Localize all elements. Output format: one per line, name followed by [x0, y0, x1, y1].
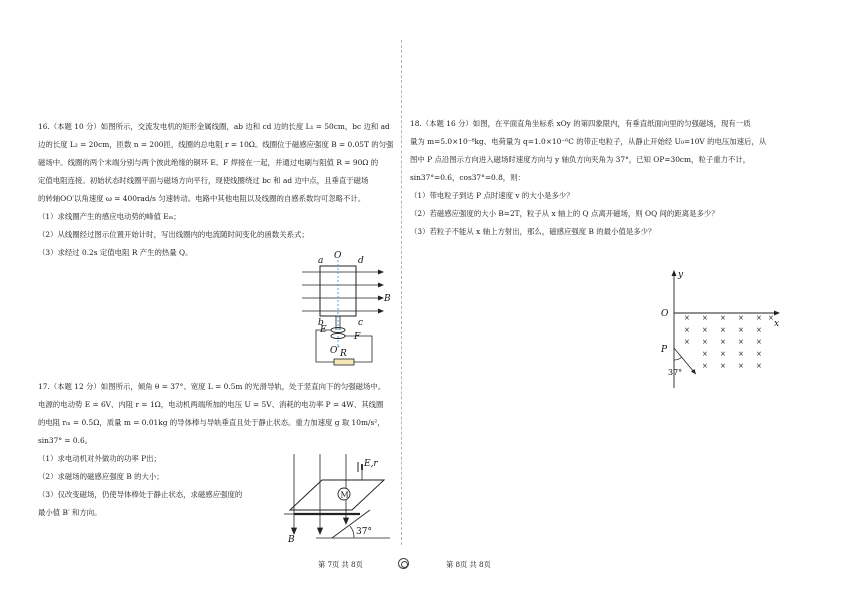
q17-sub: （1）求电动机对外做功的功率 P出；	[38, 454, 161, 463]
label-M: M	[340, 490, 349, 500]
q16-line: 边的长度 L₂ = 20cm，匝数 n = 200匝，线圈的总电阻 r = 10Ω。线圈位于磁感应强度 B = 0.05T 的匀强	[38, 140, 394, 149]
label-a: a	[318, 256, 324, 266]
field-cross: ×	[702, 350, 708, 358]
field-cross: ×	[684, 326, 690, 334]
field-cross: ×	[684, 314, 690, 322]
label-E: E	[320, 325, 327, 335]
field-cross: ×	[756, 314, 762, 322]
question-16	[38, 118, 393, 262]
field-cross: ×	[720, 362, 726, 370]
q18-line: 18.（本题 16 分）如图，在平面直角坐标系 xOy 的第四象限内，有垂直纸面向里的匀强磁场，现有一质	[410, 119, 751, 128]
label-O-prime: O′	[330, 346, 340, 356]
label-angle-37-y: 37°	[668, 368, 683, 377]
label-x: x	[774, 319, 780, 329]
field-cross: ×	[768, 314, 774, 322]
question-18	[410, 115, 780, 241]
page-number-right: 第 8页 共 8页	[446, 560, 491, 569]
field-cross: ×	[738, 326, 744, 334]
q16-sub: （1）求线圈产生的感应电动势的峰值 Eₘ；	[38, 212, 181, 221]
q18-line: 量为 m=5.0×10⁻⁸kg、电荷量为 q=1.0×10⁻⁶C 的带正电粒子，从静止开始经 U₀=10V 的电压加速后，从	[410, 137, 767, 146]
field-cross: ×	[738, 338, 744, 346]
field-cross: ×	[738, 362, 744, 370]
q18-sub: （2）若磁感应强度的大小 B=2T，粒子从 x 轴上的 Q 点离开磁场，则 OQ 间的距离是多少？	[410, 209, 719, 218]
generator-figure	[298, 250, 398, 374]
q16-line: 的转轴OO′以角速度 ω = 400rad/s 匀速转动。电路中其他电阻以及线圈的自感系数均可忽略不计。	[38, 194, 366, 203]
label-b: b	[318, 318, 324, 328]
field-cross: ×	[738, 314, 744, 322]
q17-line: 电源的电动势 E = 6V、内阻 r = 1Ω，电动机两端所加的电压 U = 5V、消耗的电功率 P = 4W、其线圈	[38, 400, 384, 409]
field-cross: ×	[756, 338, 762, 346]
q18-sub: （1）带电粒子到达 P 点时速度 v 的大小是多少？	[410, 191, 574, 200]
q18-line: 图中 P 点沿图示方向进入磁场时速度方向与 y 轴负方向夹角为 37°，已知 OP=30cm，粒子重力不计，	[410, 155, 751, 164]
field-cross: ×	[702, 362, 708, 370]
label-d: d	[358, 256, 364, 266]
q17-line: 17.（本题 12 分）如图所示，倾角 θ = 37°、宽度 L = 0.5m 的光滑导轨，处于竖直向下的匀强磁场中。	[38, 382, 386, 391]
left-column	[38, 118, 393, 262]
field-crosses	[684, 314, 774, 370]
label-angle-37: 37°	[356, 527, 372, 537]
field-cross: ×	[702, 314, 708, 322]
label-c: c	[358, 318, 364, 328]
field-cross: ×	[756, 350, 762, 358]
label-origin: O	[661, 309, 669, 319]
q16-line: 磁场中。线圈的两个末端分别与两个彼此绝缘的铜环 E、F 焊接在一起，并通过电刷与阻值 R = 90Ω 的	[38, 158, 379, 167]
field-cross: ×	[684, 338, 690, 346]
field-cross: ×	[720, 326, 726, 334]
q16-sub: （2）从线圈经过图示位置开始计时，写出线圈内的电流随时间变化的函数关系式；	[38, 230, 309, 239]
label-y: y	[678, 270, 684, 280]
field-cross: ×	[702, 326, 708, 334]
field-cross: ×	[738, 350, 744, 358]
field-cross: ×	[720, 338, 726, 346]
label-O: O	[334, 251, 342, 261]
label-F: F	[354, 332, 361, 342]
q17-sub: （3）仅改变磁场，仍使导体棒处于静止状态，求磁感应强度的	[38, 490, 243, 499]
field-cross: ×	[720, 314, 726, 322]
label-P: P	[661, 345, 668, 355]
q16-line: 16.（本题 10 分）如图所示，交流发电机的矩形金属线圈，ab 边和 cd 边的长度 L₁ = 50cm，bc 边和 ad	[38, 122, 390, 131]
label-B-field: B	[288, 535, 295, 545]
label-B: B	[384, 294, 391, 304]
coordinate-figure	[656, 268, 786, 393]
field-cross: ×	[720, 350, 726, 358]
q17-sub: 最小值 B′ 和方向。	[38, 508, 102, 517]
label-Er: E,r	[364, 459, 378, 469]
q18-line: sin37°=0.6，cos37°=0.8，则：	[410, 173, 525, 182]
q18-sub: （3）若粒子不能从 x 轴上方射出，那么，磁感应强度 B 的最小值是多少？	[410, 227, 656, 236]
q17-sub: （2）求磁场的磁感应强度 B 的大小；	[38, 472, 164, 481]
binding-hole-icon	[398, 558, 409, 569]
field-cross: ×	[756, 326, 762, 334]
label-R: R	[340, 349, 347, 359]
q17-line: 的电阻 rₘ = 0.5Ω，质量 m = 0.01kg 的导体棒与导轨垂直且处于静止状态。重力加速度 g 取 10m/s²，	[38, 418, 385, 427]
field-cross: ×	[702, 338, 708, 346]
page-number-left: 第 7页 共 8页	[318, 560, 363, 569]
field-cross: ×	[756, 362, 762, 370]
q16-sub: （3）求经过 0.2s 定值电阻 R 产生的热量 Q。	[38, 248, 193, 257]
q17-line: sin37° = 0.6。	[38, 436, 93, 445]
page-divider	[401, 40, 402, 545]
q16-line: 定值电阻连接。初始状态时线圈平面与磁场方向平行，现使线圈绕过 bc 和 ad 边中点，且垂直于磁场	[38, 176, 369, 185]
rail-figure	[262, 450, 397, 545]
